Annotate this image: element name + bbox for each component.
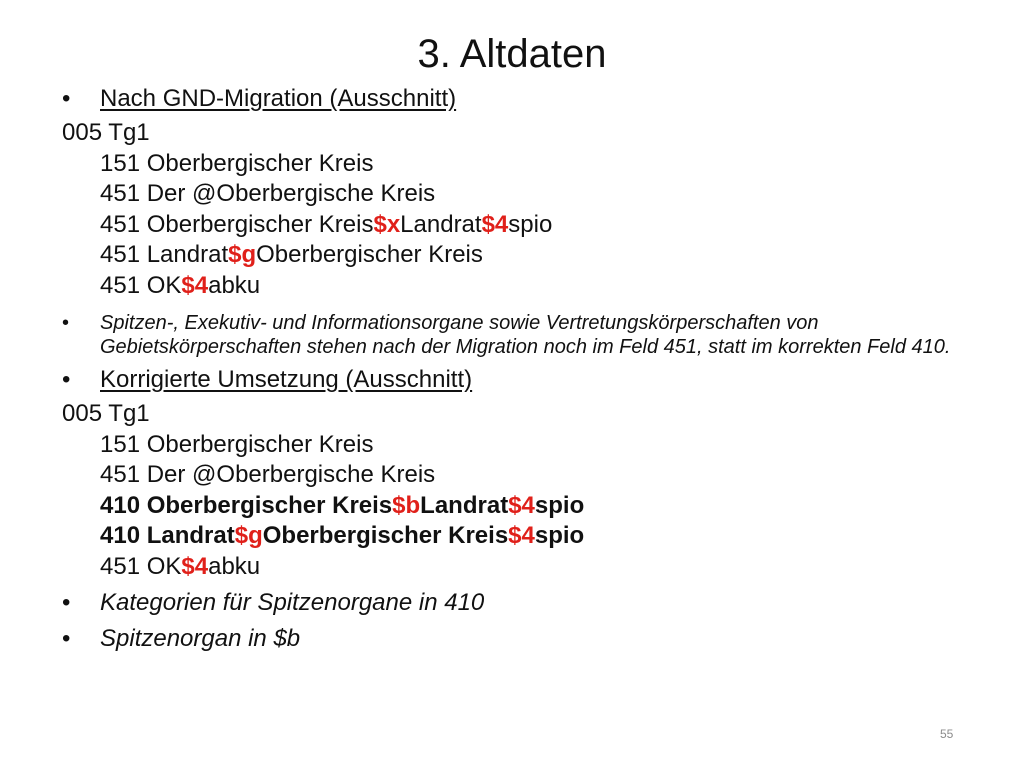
bullet-text: Kategorien für Spitzenorgane in 410 (100, 589, 485, 616)
record-line: 451 Der @Oberbergische Kreis (100, 461, 436, 488)
subfield-code: $4 (181, 552, 209, 580)
record-line (62, 491, 982, 522)
field-text: Landrat (400, 210, 482, 238)
field-text: 410 Landrat (100, 522, 235, 549)
bullet-categories (62, 588, 982, 618)
subfield-code: $4 (181, 271, 209, 299)
field-text: abku (208, 271, 261, 299)
bullet-text: Nach GND-Migration (Ausschnitt) (100, 85, 457, 112)
subfield-code: $4 (481, 210, 509, 238)
subfield-code: $g (228, 241, 257, 268)
slide-number: 55 (940, 727, 954, 741)
record-line: 005 Tg1 (62, 119, 150, 146)
bullet-text: Spitzenorgan in $b (100, 625, 301, 652)
slide-title: 3. Altdaten (417, 32, 607, 76)
field-text: spio (508, 210, 553, 238)
record-line (62, 271, 982, 302)
field-text: Landrat (420, 491, 509, 519)
field-text: Oberbergischer Kreis (256, 241, 483, 268)
bullet-corrected (62, 365, 982, 395)
bullet-text: Korrigierte Umsetzung (Ausschnitt) (100, 366, 473, 393)
bullet-text: Spitzen-, Exekutiv- und Informationsorgane sowie Vertretungskörperschaften von Gebietskörperschaften stehen nach der Migration noch im Feld 451, statt im korrekten Feld 410. (100, 312, 951, 358)
field-text: 451 Oberbergischer Kreis (100, 210, 374, 238)
record-line: 005 Tg1 (62, 400, 150, 427)
record-line (62, 240, 982, 271)
field-text: spio (534, 491, 585, 519)
slide-content (62, 82, 982, 654)
field-text: Oberbergischer Kreis (262, 522, 509, 549)
bullet-gnd-migration (62, 84, 982, 114)
subfield-code: $b (392, 491, 421, 519)
field-text: abku (208, 552, 261, 580)
field-text: 451 OK (100, 552, 182, 580)
record-line: 451 Der @Oberbergische Kreis (100, 180, 436, 207)
record-line (62, 521, 982, 552)
record-line: 151 Oberbergischer Kreis (100, 149, 374, 177)
bullet-icon: • (62, 625, 71, 652)
record-line: 151 Oberbergischer Kreis (100, 430, 374, 458)
bullet-note (62, 311, 982, 359)
subfield-code: $4 (508, 491, 535, 519)
field-text: 410 Oberbergischer Kreis (100, 491, 393, 519)
field-text: 451 Landrat (100, 241, 229, 268)
subfield-code: $g (234, 522, 263, 549)
field-text: spio (534, 522, 585, 549)
subfield-code: $4 (508, 522, 535, 549)
bullet-icon: • (62, 589, 71, 616)
subfield-code: $x (373, 210, 401, 238)
bullet-icon: • (62, 366, 71, 393)
record-line (62, 552, 982, 583)
record-before (62, 118, 982, 301)
bullet-icon: • (62, 85, 71, 112)
record-line (62, 210, 982, 241)
bullet-spitzenorgan (62, 624, 982, 654)
field-text: 451 OK (100, 271, 182, 299)
bullet-icon: • (62, 312, 70, 334)
record-after (62, 399, 982, 582)
